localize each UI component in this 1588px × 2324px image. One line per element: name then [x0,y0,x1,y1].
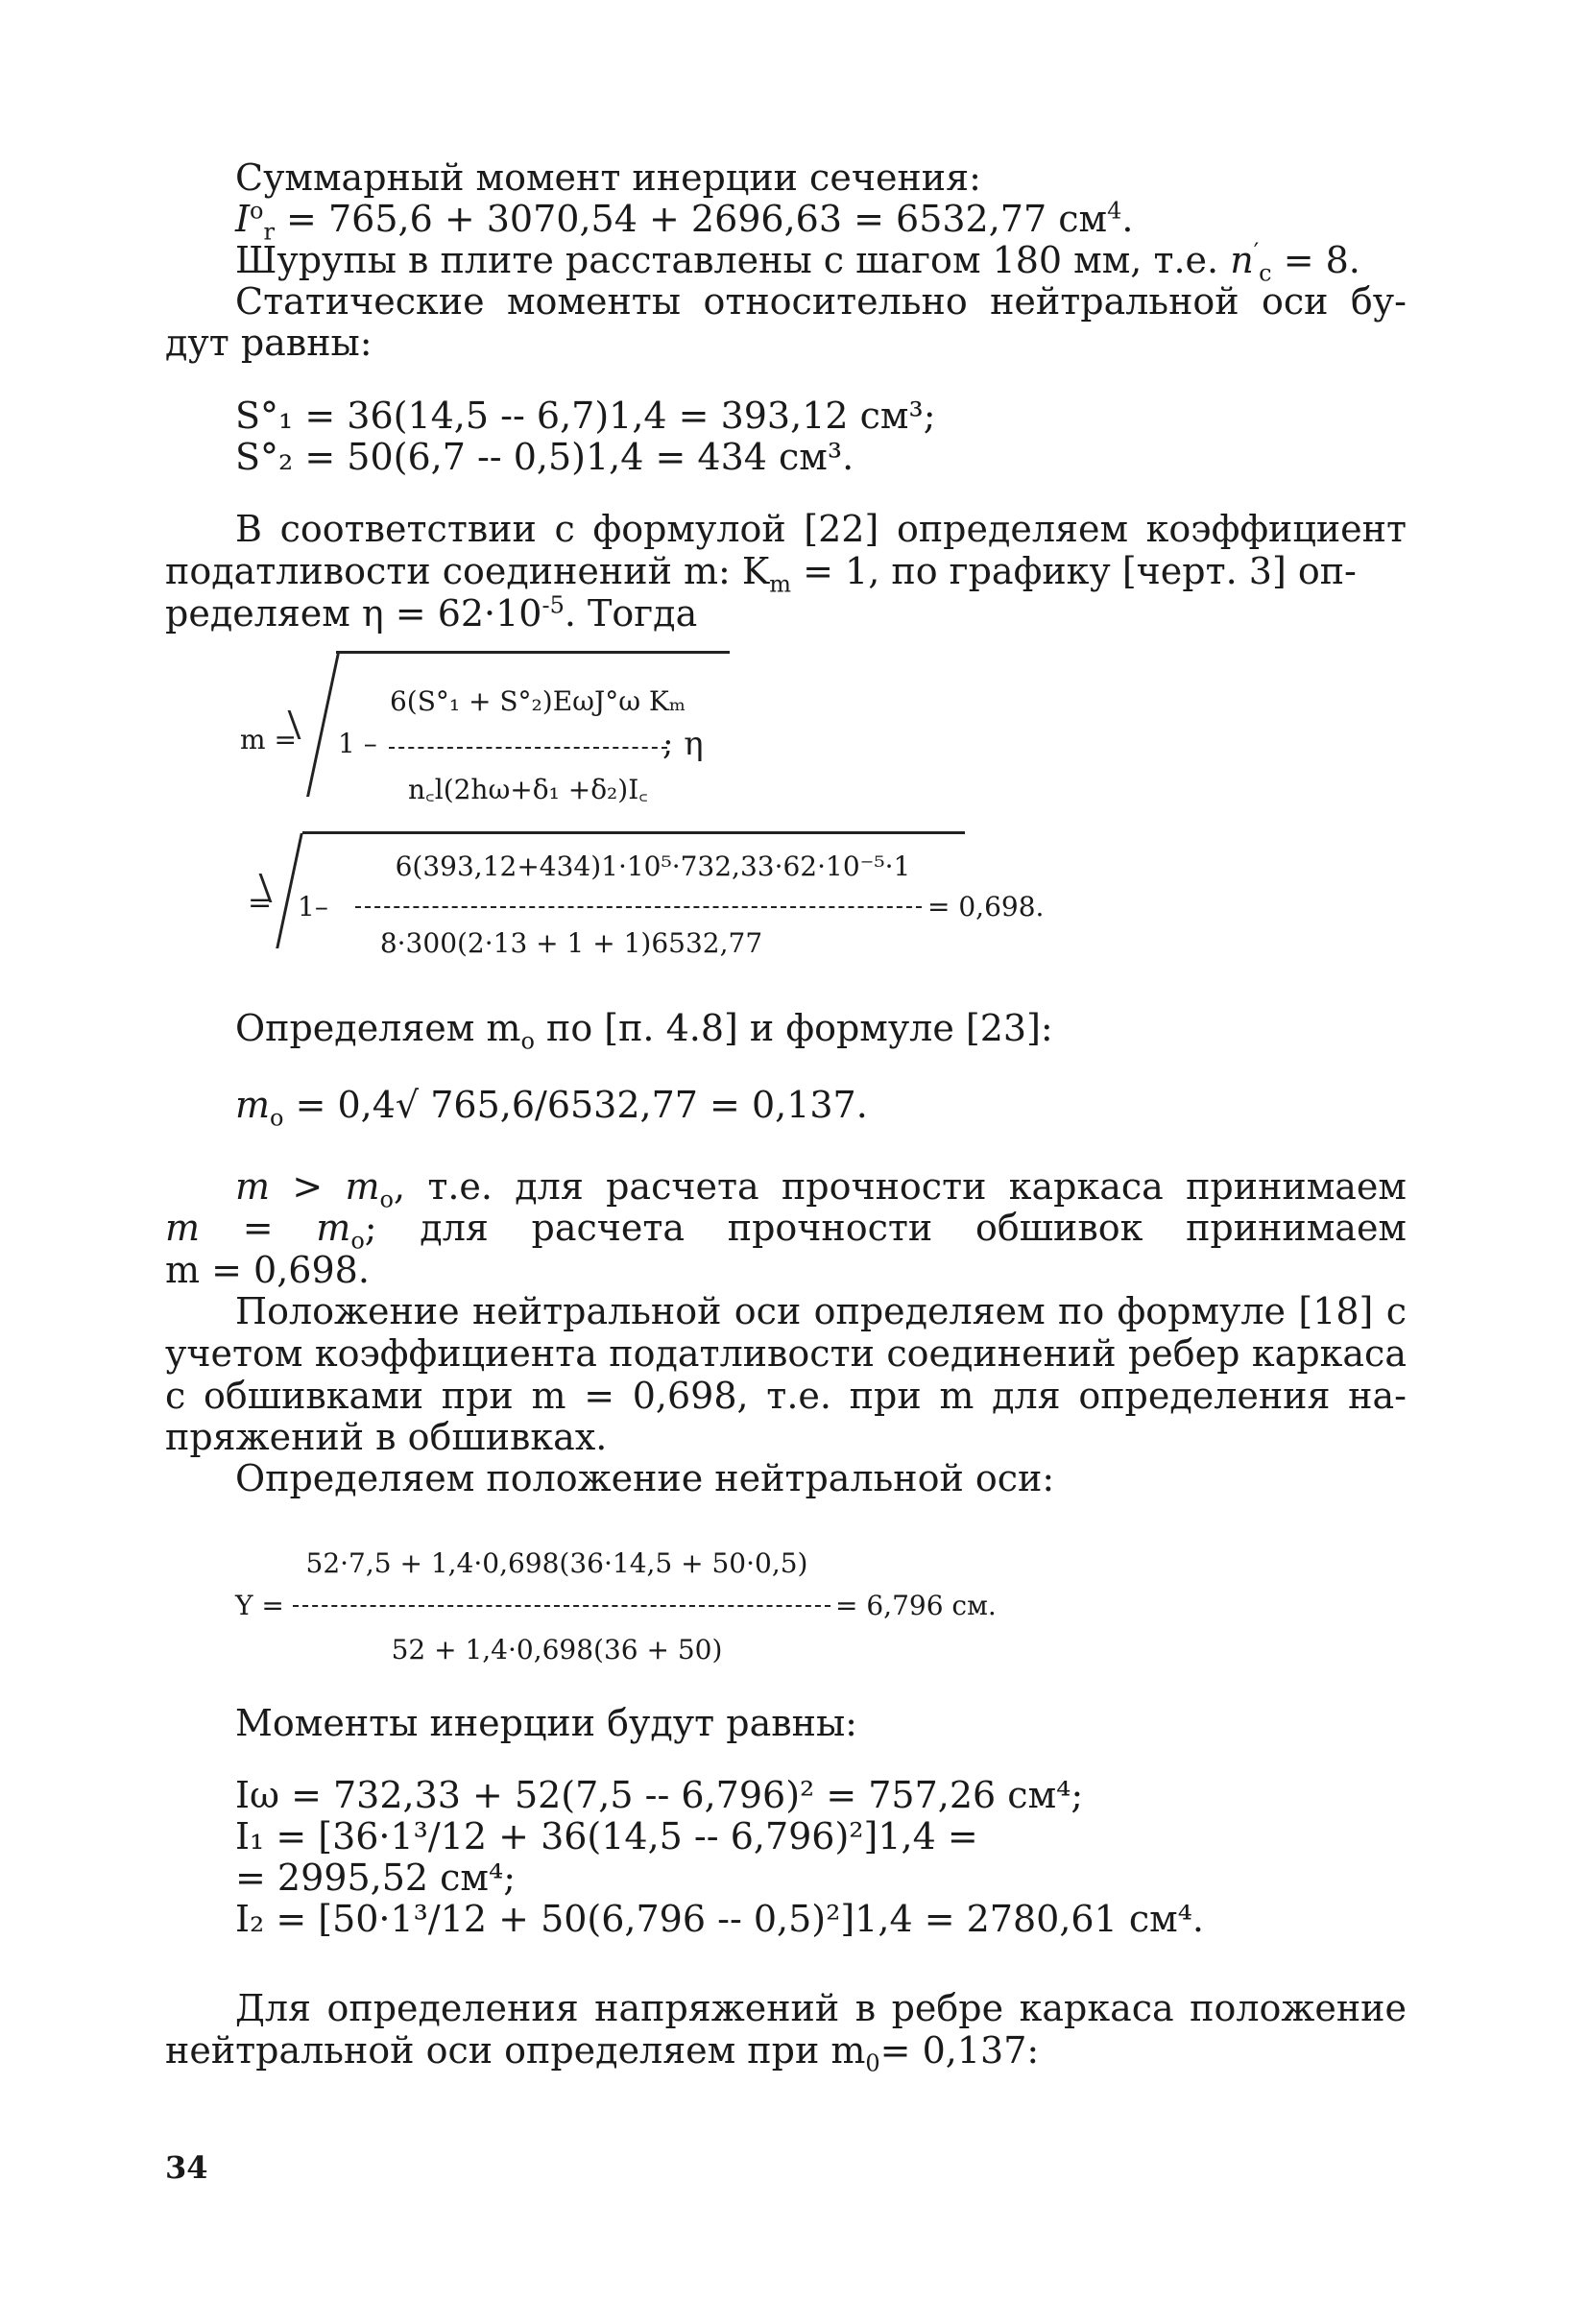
text-line: с обшивками при m = 0,698, т.е. при m для определения на- [165,1375,1407,1417]
formula-result: = 0,698. [927,891,1045,922]
formula-lhs: Y = [235,1590,284,1621]
formula-numerator: 6(S°₁ + S°₂)EωJ°ω Kₘ [389,685,686,717]
formula-inertia-1: I₁ = [36·1³/12 + 36(14,5 -- 6,796)²]1,4 = [235,1815,978,1857]
text-line: пряжений в обшивках. [165,1416,608,1458]
text-line: $m = m_о$; для расчета прочности обшивок принимаем [165,1207,1407,1255]
formula-denominator: n꜀l(2hω+δ₁ +δ₂)I꜀ [408,774,648,805]
text-line: В соответствии с формулой [22] определяем коэффициент [235,508,1407,550]
text-line: Суммарный момент инерции сечения: [235,156,981,199]
formula-denominator: 52 + 1,4·0,698(36 + 50) [391,1634,723,1665]
text-line: Положение нейтральной оси определяем по формуле [18] с [235,1290,1407,1332]
text-line: нейтральной оси определяем при $m_0= 0,137$: [165,2029,1040,2077]
formula-inertia-2: I₂ = [50·1³/12 + 50(6,796 -- 0,5)²]1,4 = 2780,61 см⁴. [235,1898,1204,1940]
formula-lhs: m = [240,724,297,755]
text-line: Моменты инерции будут равны: [235,1702,857,1744]
formula-one: 1– [298,891,328,922]
text-line: податливости соединений m: $K_m = 1$, по графику [черт. 3] оп- [165,550,1357,598]
text-line: Для определения напряжений в ребре каркаса положение [235,1987,1407,2029]
formula-inertia-1-cont: = 2995,52 см⁴; [235,1857,517,1899]
formula-inertia-w: Iω = 732,33 + 52(7,5 -- 6,796)² = 757,26 см⁴; [235,1774,1084,1816]
formula-denominator: 8·300(2·13 + 1 + 1)6532,77 [379,927,763,959]
formula-numerator: 6(393,12+434)1·10⁵·732,33·62·10⁻⁵·1 [395,851,911,882]
text-line: учетом коэффициента податливости соединений ребер каркаса [165,1332,1407,1375]
text-line: Шурупы в плите расставлены с шагом 180 мм, т.е. $n'_c = 8$. [235,238,1360,287]
text-line: Статические моменты относительно нейтральной оси бу- [235,280,1407,323]
text-line: $m > m_о$, т.е. для расчета прочности каркаса принимаем [235,1165,1407,1213]
text-line: m = 0,698. [165,1249,370,1291]
text-line: дут равны: [165,322,373,364]
formula-eta: ; η [662,725,704,763]
formula-result: = 6,796 см. [835,1590,997,1621]
text-line: ределяем $\eta = 62\cdot 10^{-5}$. Тогда [165,591,698,635]
text-line: Определяем положение нейтральной оси: [235,1457,1055,1499]
text-line: Определяем $m_о$ по [п. 4.8] и формуле [23]: [235,1007,1053,1055]
formula-total-inertia: $I^о_r = 765,6 + 3070,54 + 2696,63 = 6532,77$ $см^4$. [235,197,1134,246]
page-number: 34 [165,2149,208,2186]
formula-static-moment-2: S°₂ = 50(6,7 -- 0,5)1,4 = 434 см³. [235,436,854,478]
formula-one: 1 – [338,728,377,759]
formula-m0: $m_о = 0,4√$ 765,6/6532,77 = 0,137. [235,1084,868,1132]
formula-numerator: 52·7,5 + 1,4·0,698(36·14,5 + 50·0,5) [305,1547,808,1579]
formula-static-moment-1: S°₁ = 36(14,5 -- 6,7)1,4 = 393,12 см³; [235,395,936,437]
formula-lhs: = [248,886,273,920]
